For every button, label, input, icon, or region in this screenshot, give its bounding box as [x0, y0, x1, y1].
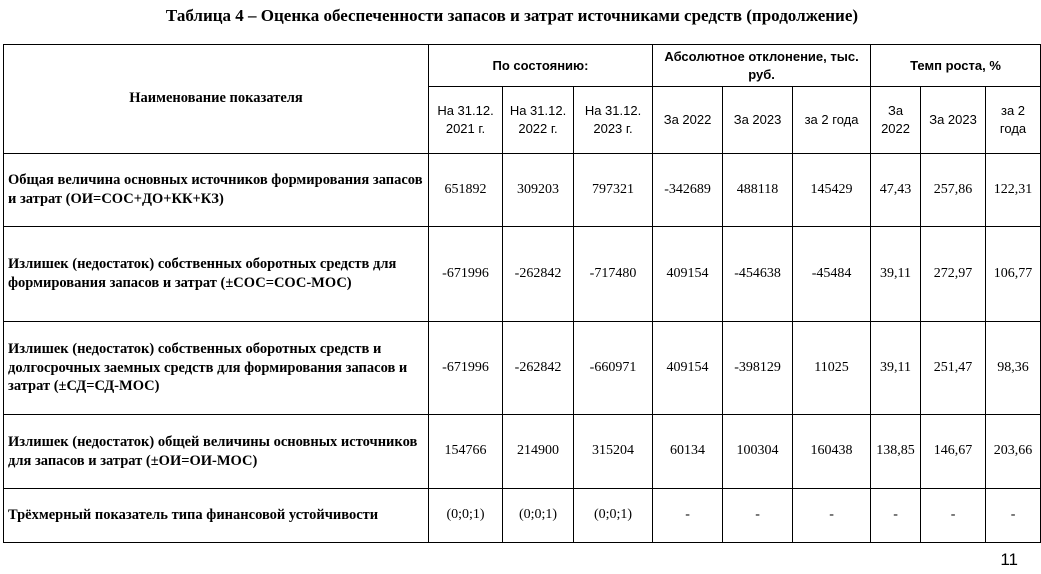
table-cell: 98,36	[986, 322, 1041, 415]
table-cell: 409154	[653, 227, 723, 322]
table-cell: (0;0;1)	[574, 489, 653, 543]
row-name: Излишек (недостаток) общей величины основных источников для запасов и затрат (±ОИ=ОИ-МОС)	[4, 415, 429, 489]
table-cell: (0;0;1)	[429, 489, 503, 543]
table-row	[4, 227, 1041, 322]
table-row	[4, 154, 1041, 227]
header-sub: за 2 года	[793, 87, 871, 154]
header-name: Наименование показателя	[4, 45, 429, 154]
table-cell: 315204	[574, 415, 653, 489]
table-cell: 39,11	[871, 227, 921, 322]
table-cell: 309203	[503, 154, 574, 227]
table-cell: 251,47	[921, 322, 986, 415]
table-cell: 145429	[793, 154, 871, 227]
header-sub: за 2 года	[986, 87, 1041, 154]
table-cell: 154766	[429, 415, 503, 489]
table-cell: 160438	[793, 415, 871, 489]
row-name: Излишек (недостаток) собственных оборотных средств и долгосрочных заемных средств для формирования запасов и затрат (±СД=СД-МОС)	[4, 322, 429, 415]
table-cell: (0;0;1)	[503, 489, 574, 543]
header-sub: На 31.12. 2021 г.	[429, 87, 503, 154]
header-row-groups	[4, 45, 1041, 87]
table-cell: 122,31	[986, 154, 1041, 227]
table-cell: -	[871, 489, 921, 543]
table-cell: 39,11	[871, 322, 921, 415]
table-cell: -454638	[723, 227, 793, 322]
header-group-state: По состоянию:	[429, 45, 653, 87]
row-name: Излишек (недостаток) собственных оборотных средств для формирования запасов и затрат (±СОС=СОС-МОС)	[4, 227, 429, 322]
header-group-abs: Абсолютное отклонение, тыс. руб.	[653, 45, 871, 87]
row-name: Общая величина основных источников формирования запасов и затрат (ОИ=СОС+ДО+КК+КЗ)	[4, 154, 429, 227]
table-cell: 797321	[574, 154, 653, 227]
header-sub: За 2022	[871, 87, 921, 154]
table-cell: 488118	[723, 154, 793, 227]
table-cell: 146,67	[921, 415, 986, 489]
page-number: 11	[1000, 550, 1018, 569]
table-row	[4, 415, 1041, 489]
table-cell: -398129	[723, 322, 793, 415]
table-cell: -671996	[429, 227, 503, 322]
table-cell: -262842	[503, 322, 574, 415]
table-cell: -	[653, 489, 723, 543]
table-cell: 138,85	[871, 415, 921, 489]
table-row	[4, 322, 1041, 415]
header-group-rate: Темп роста, %	[871, 45, 1041, 87]
row-name: Трёхмерный показатель типа финансовой устойчивости	[4, 489, 429, 543]
table-cell: 11025	[793, 322, 871, 415]
table-cell: -	[793, 489, 871, 543]
table-title: Таблица 4 – Оценка обеспеченности запасов и затрат источниками средств (продолжение)	[165, 6, 859, 25]
header-sub: За 2022	[653, 87, 723, 154]
table-cell: 409154	[653, 322, 723, 415]
table-cell: 60134	[653, 415, 723, 489]
table-cell: -	[986, 489, 1041, 543]
table-cell: -	[921, 489, 986, 543]
header-sub: За 2023	[921, 87, 986, 154]
table-cell: -	[723, 489, 793, 543]
data-table	[3, 44, 1041, 543]
header-sub: На 31.12. 2023 г.	[574, 87, 653, 154]
table-cell: 257,86	[921, 154, 986, 227]
table-cell: 47,43	[871, 154, 921, 227]
table-cell: 100304	[723, 415, 793, 489]
table-cell: -671996	[429, 322, 503, 415]
table-cell: 203,66	[986, 415, 1041, 489]
header-sub: За 2023	[723, 87, 793, 154]
table-cell: -262842	[503, 227, 574, 322]
table-row	[4, 489, 1041, 543]
table-cell: 272,97	[921, 227, 986, 322]
table-cell: -717480	[574, 227, 653, 322]
table-cell: 651892	[429, 154, 503, 227]
table-cell: 106,77	[986, 227, 1041, 322]
table-cell: -45484	[793, 227, 871, 322]
table-cell: 214900	[503, 415, 574, 489]
header-sub: На 31.12. 2022 г.	[503, 87, 574, 154]
table-cell: -342689	[653, 154, 723, 227]
table-cell: -660971	[574, 322, 653, 415]
